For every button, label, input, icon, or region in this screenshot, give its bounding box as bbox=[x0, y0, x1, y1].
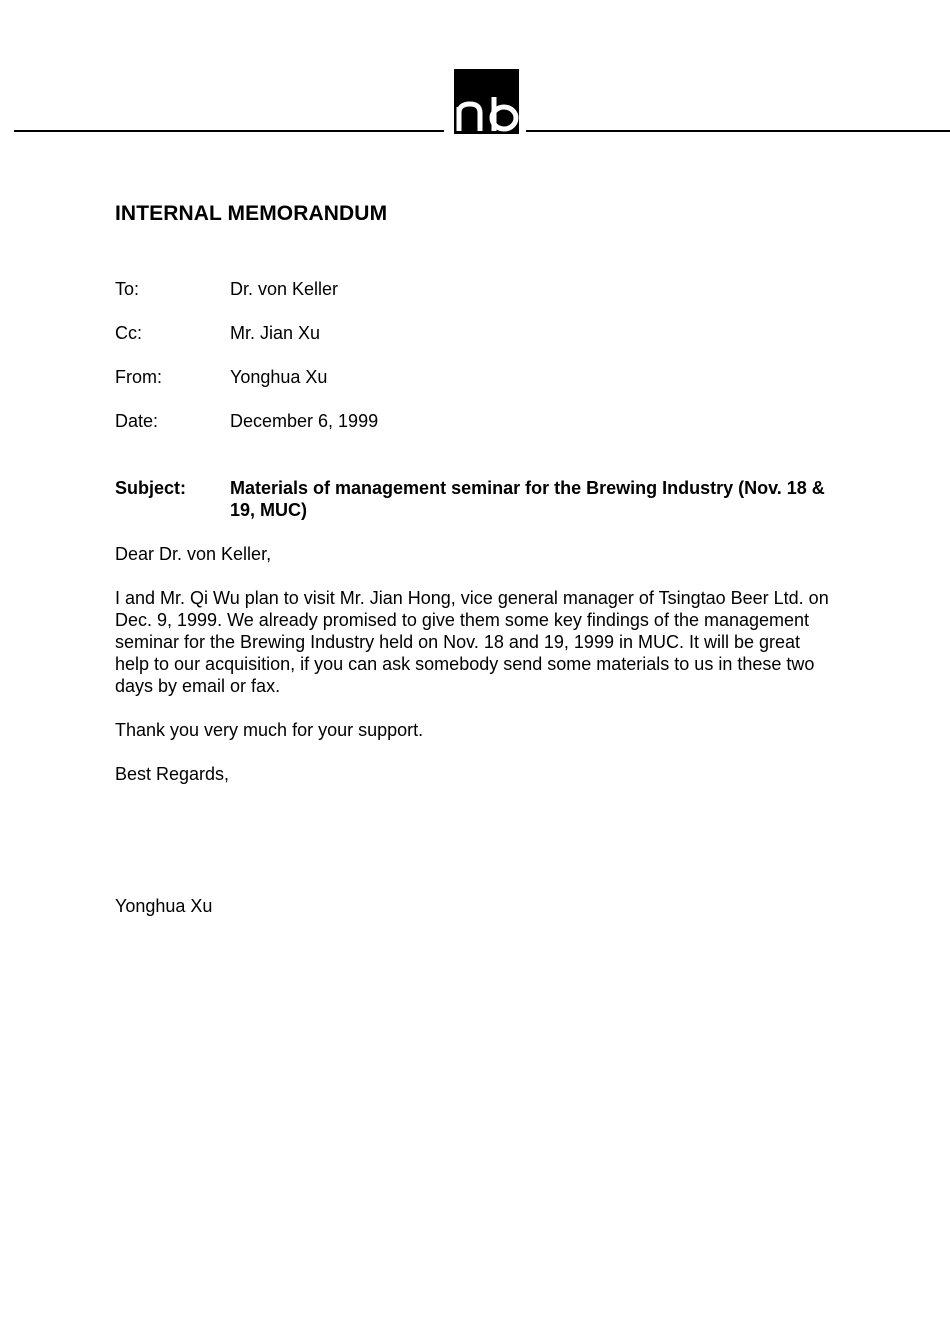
rb-logo-icon bbox=[454, 69, 519, 134]
body-paragraph: I and Mr. Qi Wu plan to visit Mr. Jian Hong, vice general manager of Tsingtao Beer Ltd. on Dec. 9, 1999. We already promised to give them some key findings of the management seminar for the Brewing Industry held on Nov. 18 and 19, 1999 in MUC. It will be great help to our acquisition, if you can ask somebody send some materials to us in these two days by email or fax. bbox=[115, 588, 829, 696]
header-rule-right bbox=[526, 130, 950, 132]
from-value: Yonghua Xu bbox=[230, 367, 328, 387]
thanks-line: Thank you very much for your support. bbox=[115, 720, 424, 740]
signature: Yonghua Xu bbox=[115, 896, 213, 916]
closing-line: Best Regards, bbox=[115, 764, 230, 784]
date-label: Date: bbox=[115, 411, 159, 431]
cc-value: Mr. Jian Xu bbox=[230, 323, 321, 343]
to-value: Dr. von Keller bbox=[230, 279, 339, 299]
date-value: December 6, 1999 bbox=[230, 411, 379, 431]
page-title: INTERNAL MEMORANDUM bbox=[115, 202, 388, 225]
from-label: From: bbox=[115, 367, 162, 387]
to-label: To: bbox=[115, 279, 140, 299]
header-rule-left bbox=[14, 130, 444, 132]
cc-label: Cc: bbox=[115, 323, 142, 343]
greeting: Dear Dr. von Keller, bbox=[115, 544, 272, 564]
subject-text: Materials of management seminar for the Brewing Industry (Nov. 18 & 19, MUC) bbox=[230, 478, 825, 520]
subject-label: Subject: bbox=[115, 478, 187, 498]
